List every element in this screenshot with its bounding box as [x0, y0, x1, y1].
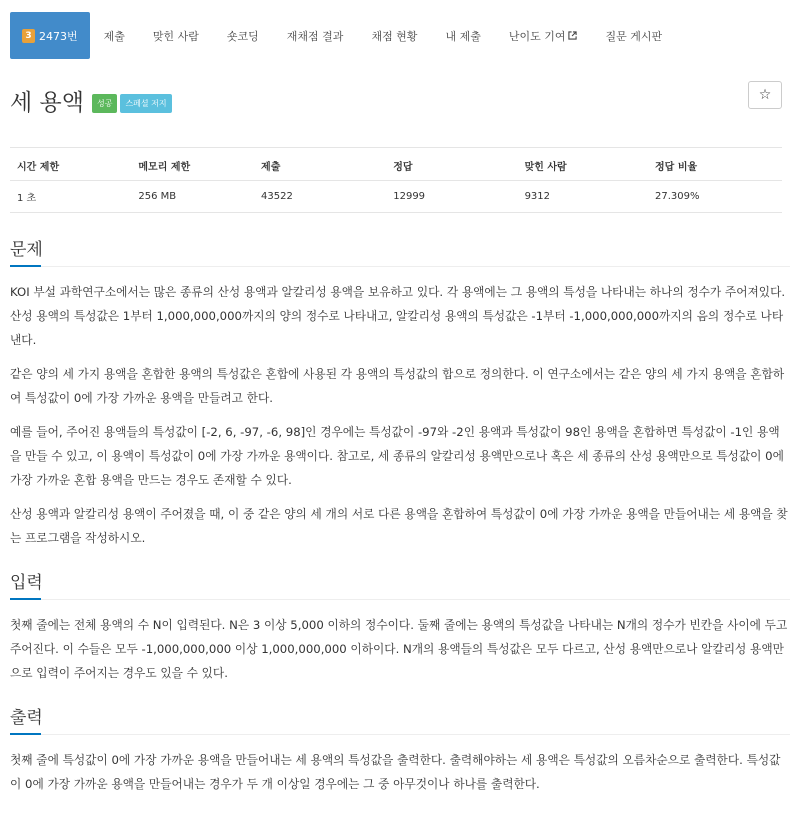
success-label: 성공 — [92, 94, 117, 113]
nav-qna-board-label: 질문 게시판 — [605, 29, 663, 43]
output-paragraph: 첫째 줄에 특성값이 0에 가장 가까운 용액을 만들어내는 세 용액의 특성값을 출력한다. 출력해야하는 세 용액은 특성값의 오름차순으로 출력한다. 특성값이 0에 가장 가까운 용액을 만들어내는 경우가 두 개 이상일 경우에는 그 중 아무것이나 하나를 출력한다. — [10, 753, 781, 791]
section-underline — [10, 598, 41, 600]
problem-paragraph: 같은 양의 세 가지 용액을 혼합한 용액의 특성값은 혼합에 사용된 각 용액의 특성값의 합으로 정의한다. 이 연구소에서는 같은 양의 세 가지 용액을 혼합하여 특성값이 0에 가장 가까운 용액을 만들려고 한다. — [10, 367, 785, 405]
nav-my-submissions-label: 내 제출 — [445, 29, 481, 43]
nav-judge-status[interactable] — [357, 12, 431, 59]
stats-header-solved-users: 맞힌 사람 — [518, 148, 648, 181]
nav-submit[interactable] — [90, 12, 139, 59]
section-output-head — [10, 703, 790, 735]
nav-solved-users-label: 맞힌 사람 — [152, 29, 199, 43]
stats-time-limit: 1 초 — [10, 181, 131, 213]
stats-solved-users: 9312 — [518, 181, 648, 213]
nav-difficulty-label: 난이도 기여 — [508, 29, 566, 43]
special-judge-label: 스페셜 저지 — [120, 94, 171, 113]
section-output-heading: 출력 — [10, 708, 43, 728]
nav-short-coding-label: 숏코딩 — [226, 29, 259, 43]
stats-submissions: 43522 — [254, 181, 386, 213]
problem-title: 세 용액 — [10, 89, 84, 116]
nav-solved-users[interactable] — [139, 12, 213, 59]
problem-paragraph: KOI 부설 과학연구소에서는 많은 종류의 산성 용액과 알칼리성 용액을 보유하고 있다. 각 용액에는 그 용액의 특성을 나타내는 하나의 정수가 주어져있다. 산성 용액의 특성값은 1부터 1,000,000,000까지의 양의 정수로 나타내고, 알칼리성 용액의 특성값은 -1부터 -1,000,000,000까지의 음의 정수로 나타낸다. — [10, 285, 786, 347]
section-input — [10, 568, 790, 685]
section-output — [10, 703, 790, 796]
problem-nav — [10, 12, 790, 59]
nav-difficulty-contribution[interactable] — [495, 12, 592, 59]
section-input-heading: 입력 — [10, 573, 43, 593]
stats-header-accepted: 정답 — [386, 148, 517, 181]
stats-header-row — [10, 148, 782, 181]
section-input-head — [10, 568, 790, 600]
tier-badge: 3 — [22, 29, 35, 43]
stats-header-memory-limit: 메모리 제한 — [131, 148, 254, 181]
stats-accepted: 12999 — [386, 181, 517, 213]
stats-header-submissions: 제출 — [254, 148, 386, 181]
external-link-icon — [568, 31, 577, 40]
nav-rejudge-results-label: 재채점 결과 — [286, 29, 344, 43]
star-button[interactable] — [748, 81, 782, 109]
stats-value-row — [10, 181, 782, 213]
problem-title-row — [10, 81, 790, 119]
section-problem-head — [10, 235, 790, 267]
problem-page — [0, 12, 800, 822]
section-underline — [10, 733, 41, 735]
nav-judge-status-label: 채점 현황 — [371, 29, 418, 43]
nav-qna-board[interactable] — [591, 12, 676, 59]
section-problem-heading: 문제 — [10, 240, 43, 260]
nav-submit-label: 제출 — [103, 29, 125, 43]
stats-memory-limit: 256 MB — [131, 181, 254, 213]
nav-rejudge-results[interactable] — [273, 12, 358, 59]
problem-paragraph: 예를 들어, 주어진 용액들의 특성값이 [-2, 6, -97, -6, 98]인 경우에는 특성값이 -97와 -2인 용액과 특성값이 98인 용액을 혼합하면 특성값이 -1인 용액을 만들 수 있고, 이 용액이 특성값이 0에 가장 가까운 용액이다. 참고로, 세 종류의 알칼리성 용액만으로나 혹은 세 종류의 산성 용액만으로 특성값이 0에 가장 가까운 혼합 용액을 만드는 경우도 존재할 수 있다. — [10, 425, 784, 487]
section-problem — [10, 235, 790, 550]
stats-accept-ratio: 27.309% — [648, 181, 782, 213]
problem-stats-table — [10, 147, 782, 213]
star-icon: ☆ — [758, 87, 772, 103]
nav-short-coding[interactable] — [213, 12, 273, 59]
stats-header-time-limit: 시간 제한 — [10, 148, 131, 181]
nav-problem-id[interactable] — [10, 12, 90, 59]
problem-paragraph: 산성 용액과 알칼리성 용액이 주어졌을 때, 이 중 같은 양의 세 개의 서로 다른 용액을 혼합하여 특성값이 0에 가장 가까운 용액을 만들어내는 세 용액을 찾는 프로그램을 작성하시오. — [10, 507, 788, 545]
nav-my-submissions[interactable] — [431, 12, 494, 59]
problem-id-label: 2473번 — [39, 29, 78, 43]
input-paragraph: 첫째 줄에는 전체 용액의 수 N이 입력된다. N은 3 이상 5,000 이하의 정수이다. 둘째 줄에는 용액의 특성값을 나타내는 N개의 정수가 빈칸을 사이에 두고 주어진다. 이 수들은 모두 -1,000,000,000 이상 1,000,000,000 이하이다. N개의 용액들의 특성값은 모두 다르고, 산성 용액만으로나 알칼리성 용액만으로 입력이 주어지는 경우도 있을 수 있다. — [10, 618, 788, 680]
stats-header-accept-ratio: 정답 비율 — [648, 148, 782, 181]
section-underline — [10, 265, 41, 267]
